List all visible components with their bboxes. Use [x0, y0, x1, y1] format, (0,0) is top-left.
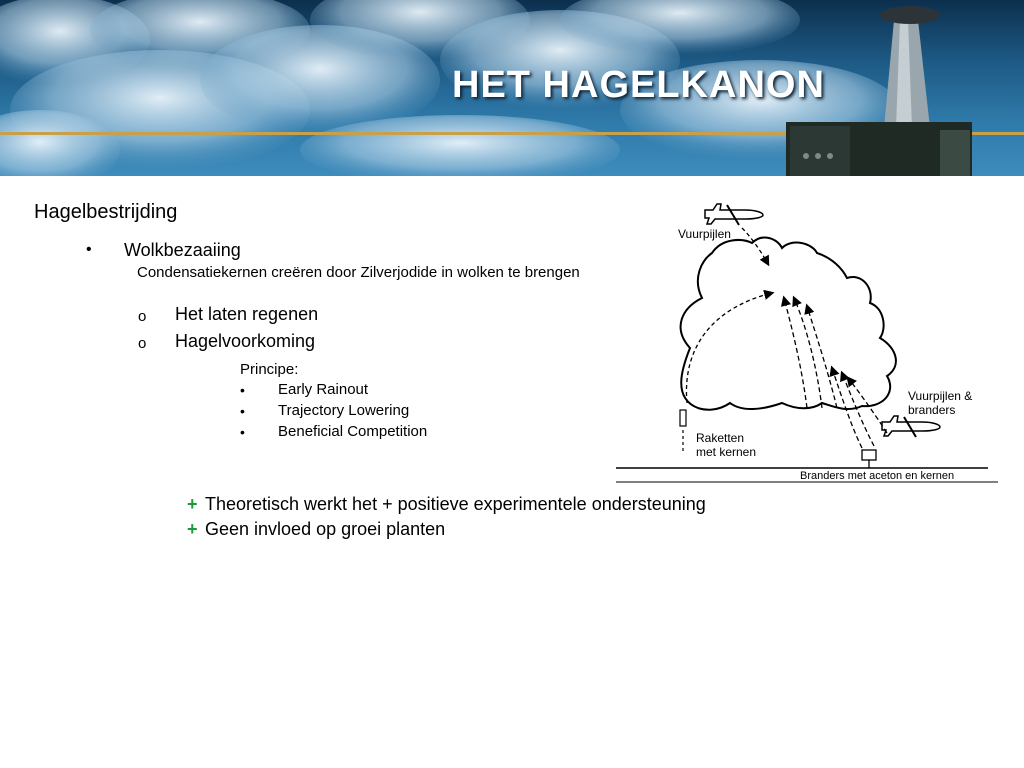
label-vuurpijlen-branders-1: Vuurpijlen &	[908, 389, 973, 403]
page-title: HET HAGELKANON	[452, 64, 825, 106]
label-raketten-1: Raketten	[696, 431, 745, 445]
hail-suppression-diagram	[612, 198, 1002, 488]
pro-item-theoretisch: Theoretisch werkt het + positieve experimentele ondersteuning	[205, 494, 706, 514]
principe-item-beneficial-competition: Beneficial Competition	[278, 423, 428, 440]
burner-icon	[862, 450, 876, 468]
label-vuurpijlen: Vuurpijlen	[678, 227, 731, 241]
pro-item-groei: Geen invloed op groei planten	[205, 519, 446, 539]
principe-item-trajectory-lowering: Trajectory Lowering	[278, 402, 410, 419]
bullet-marker: •	[240, 382, 245, 398]
circle-marker: o	[138, 335, 147, 352]
section-heading: Hagelbestrijding	[34, 201, 178, 223]
subitem-hagelvoorkoming: Hagelvoorkoming	[175, 331, 316, 351]
circle-marker: o	[138, 308, 147, 325]
airplane-icon	[705, 204, 763, 225]
wolkbezaaiing-label: Wolkbezaaiing	[124, 240, 241, 260]
bullet-marker: •	[240, 424, 245, 440]
airplane-icon	[882, 416, 940, 437]
wolkbezaaiing-description: Condensatiekernen creëren door Zilverjodide in wolken te brengen	[137, 264, 580, 281]
label-vuurpijlen-branders-2: branders	[908, 403, 956, 417]
rocket-icon	[680, 410, 686, 452]
principe-item-early-rainout: Early Rainout	[278, 381, 369, 398]
bullet-marker: •	[86, 241, 92, 258]
label-raketten-2: met kernen	[696, 445, 757, 459]
plus-marker: +	[187, 494, 198, 514]
bullet-marker: •	[240, 403, 245, 419]
subitem-regenen: Het laten regenen	[175, 304, 319, 324]
header-banner	[0, 0, 1024, 176]
label-branders: Branders met aceton en kernen	[800, 470, 955, 482]
plus-marker: +	[187, 519, 198, 539]
principe-label: Principe:	[240, 361, 299, 378]
